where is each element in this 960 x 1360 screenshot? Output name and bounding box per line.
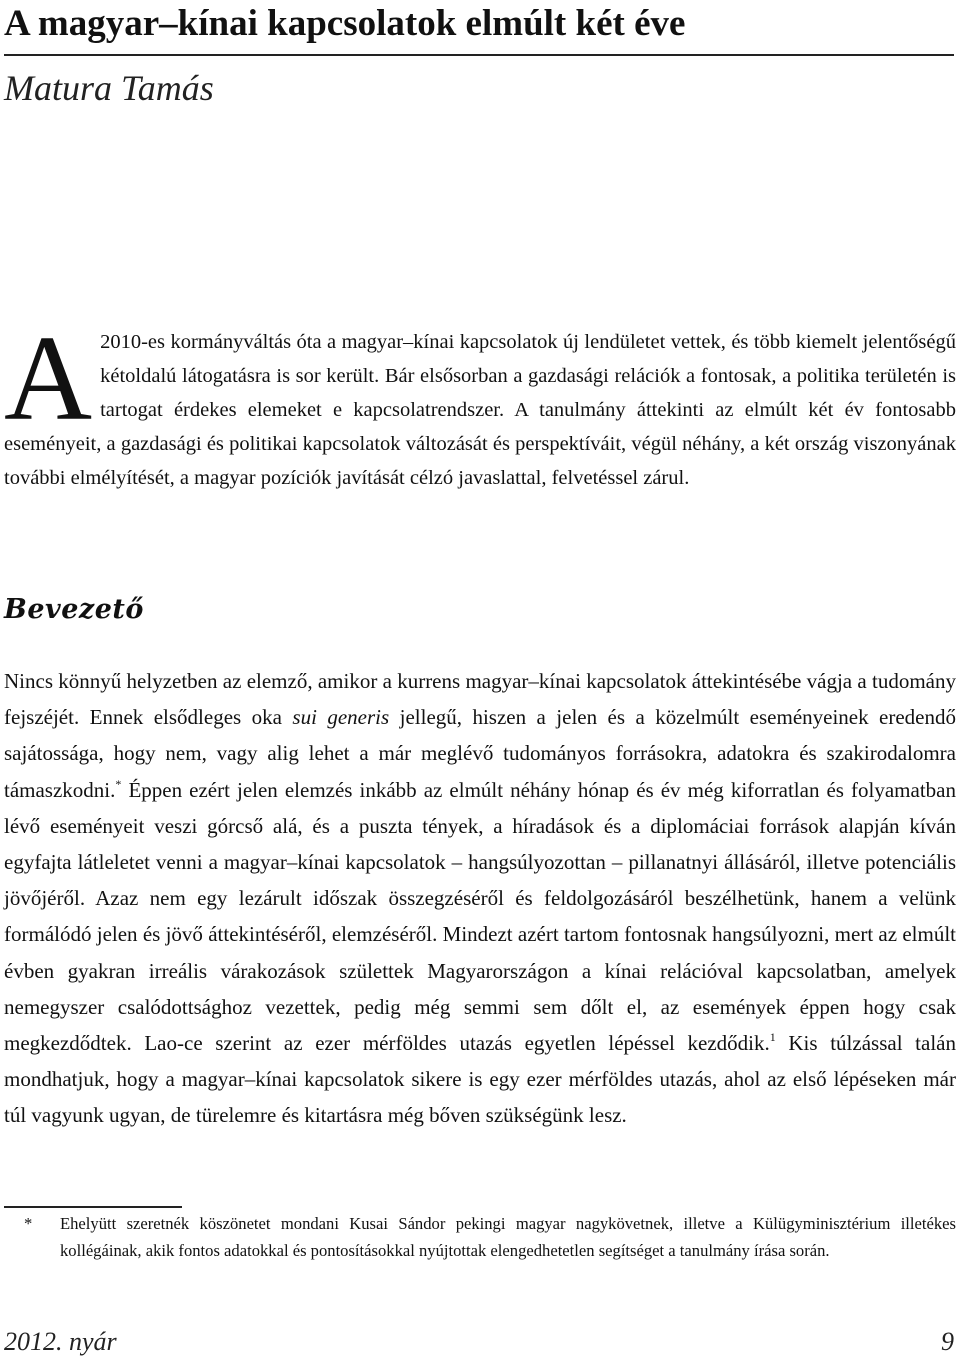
footnote-mark: * xyxy=(24,1214,33,1233)
footnote-reference-asterisk[interactable]: * xyxy=(115,776,122,791)
body-paragraph xyxy=(4,663,956,1134)
article-author: Matura Tamás xyxy=(4,68,214,108)
footnote xyxy=(4,1210,956,1264)
abstract-text: 2010-es kormányváltás óta a magyar–kínai kapcsolatok új lendületet vettek, és több kiemelt jelentőségű kétoldalú látogatásra is sor került. Bár elsősorban a gazdasági relációk a fontosak, a politika területén is tartogat érdekes elemeket e kapcsolatrendszer. A tanulmány áttekinti az elmúlt két év fontosabb eseményeit, a gazdasági és politikai kapcsolatok változását és perspektíváit, végül néhány, a két ország viszonyának további elmélyítését, a magyar pozíciók javítását célzó javaslattal, felvetéssel zárul. xyxy=(4,331,956,489)
folio-issue: 2012. nyár xyxy=(4,1327,117,1356)
folio-page-number: 9 xyxy=(941,1327,954,1356)
body-text-part1: Nincs könnyű helyzetben az elemző, amikor a kurrens magyar–kínai kapcsolatok áttekintésébe vágja a tudomány fejszéjét. Ennek elsődleges oka xyxy=(4,669,956,730)
body-text-part2: jellegű, hiszen a jelen és a közelmúlt eseményeinek eredendő sajátossága, hogy nem, vagy alig lehet a már meglévő tudományos forrásokra, adatokra és szakirodalomra támaszkodni. xyxy=(4,705,957,802)
article-title: A magyar–kínai kapcsolatok elmúlt két éve xyxy=(4,3,686,44)
body-text-part3: Éppen ezért jelen elemzés inkább az elmúlt néhány hónap és év még kiforratlan és folyamatban lévő eseményeit veszi górcső alá, és a puszta tények, a híradások és a diplomáciai források alapján kíván egyfajta látleletet venni a magyar–kínai kapcsolatok – hangsúlyozottan – pillanatnyi állásáról, illetve potenciális jövőjéről. Azaz nem egy lezárult időszak összegzéséről és feldolgozásáról beszélhetünk, hanem a velünk formálódó jelen és jövő áttekintéséről, elemzéséről. Mindezt azért tartom fontosnak hangsúlyozni, mert az elmúlt évben gyakran irreális várakozások születtek Magyarországon a kínai relációval kapcsolatban, amelyek nemegyszer csalódottsághoz vezettek, pedig még semmi sem dőlt el, az események éppen hogy csak megkezdődtek. Lao-ce szerint az ezer mérföldes utazás egyetlen lépéssel kezdődik. xyxy=(4,777,956,1056)
footnote-divider xyxy=(4,1206,182,1208)
section-heading: Bevezető xyxy=(4,594,144,625)
body-text-part4: Kis túlzással talán mondhatjuk, hogy a magyar–kínai kapcsolatok sikere is egy ezer mérföldes utazás, ahol az első lépéseken már túl vagyunk ugyan, de türelemre és kitartásra még bőven szükségünk lesz. xyxy=(4,1031,956,1128)
footnote-text: Ehelyütt szeretnék köszönetet mondani Kusai Sándor pekingi magyar nagykövetnek, illetve a Külügyminisztérium illetékes kollégáinak, akik fontos adatokkal és pontosításokkal nyújtottak elengedhetetlen segítséget a tanulmány írása során. xyxy=(60,1214,956,1260)
title-divider xyxy=(4,54,954,56)
body-italic-term: sui generis xyxy=(292,705,390,730)
abstract-paragraph xyxy=(4,311,956,495)
footnote-reference-1[interactable]: 1 xyxy=(769,1030,776,1045)
drop-cap: A xyxy=(4,311,93,446)
